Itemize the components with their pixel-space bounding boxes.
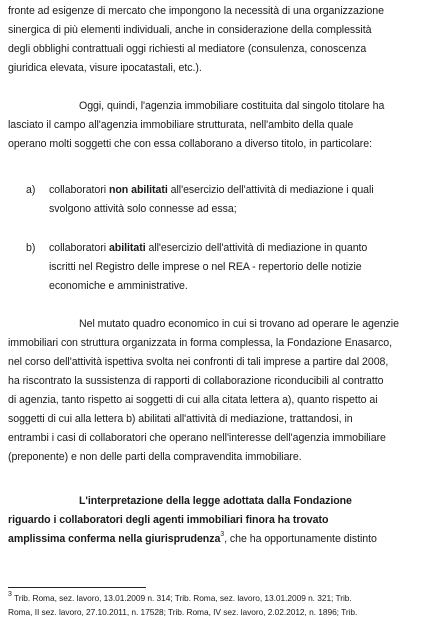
- list-text: all'esercizio dell'attività di mediazione i quali: [167, 184, 374, 196]
- list-text: collaboratori: [49, 242, 109, 254]
- paragraph-line: Nel mutato quadro economico in cui si trovano ad operare le agenzie: [79, 318, 399, 330]
- list-item-line: [49, 242, 367, 255]
- bold-text: riguardo i collaboratori degli agenti immobiliari finora ha trovato: [8, 514, 329, 526]
- list-item-line: svolgono attività solo connesse ad essa;: [49, 203, 237, 215]
- paragraph-line: lasciato il campo all'agenzia immobiliare strutturata, nell'ambito della quale: [8, 119, 354, 131]
- footnote-line: Roma, II sez. lavoro, 27.10.2011, n. 17528; Trib. Roma, IV sez. lavoro, 2.02.2012, n. 1896; Trib.: [8, 607, 358, 617]
- list-item-line: iscritti nel Registro delle imprese o nel REA - repertorio delle notizie: [49, 261, 362, 273]
- bold-text: amplissima conferma nella giurisprudenza: [8, 533, 221, 545]
- footnote-text: Trib. Roma, sez. lavoro, 13.01.2009 n. 314; Trib. Roma, sez. lavoro, 13.01.2009 n. 321; Trib.: [13, 593, 352, 603]
- bold-text: L'interpretazione della legge adottata dalla Fondazione: [79, 495, 352, 507]
- footnote-divider: [8, 587, 146, 588]
- list-marker: b): [26, 242, 36, 254]
- paragraph-line: ha riscontrato la sussistenza di rapporti di collaborazione riconducibili al contratto: [8, 375, 384, 387]
- paragraph-text: , che ha opportunamente distinto: [224, 533, 377, 545]
- list-text: all'esercizio dell'attività di mediazione in quanto: [145, 242, 368, 254]
- list-item-line: [49, 184, 374, 197]
- paragraph-line: entrambi i casi di collaboratori che operano nell'interesse dell'agenzia immobiliare: [8, 432, 386, 444]
- paragraph-line: sinergica di più elementi individuali, anche in considerazione della complessità: [8, 24, 372, 36]
- footnote-marker: 3: [8, 591, 12, 599]
- list-item-line: economiche e amministrative.: [49, 280, 188, 292]
- footnote-reference[interactable]: 3: [220, 531, 225, 539]
- footnote-line: [8, 593, 352, 603]
- paragraph-line: [8, 514, 328, 527]
- paragraph-line: operano molti soggetti che con essa collaborano a diverso titolo, in particolare:: [8, 138, 373, 150]
- list-text: collaboratori: [49, 184, 109, 196]
- bold-term: abilitati: [108, 242, 146, 254]
- paragraph-line: soggetti di cui alla lettera b) abilitati all'attività di mediazione, trattandosi, in: [8, 413, 353, 425]
- paragraph-line: [8, 533, 377, 546]
- bold-term: non abilitati: [108, 184, 168, 196]
- paragraph-line: degli obblighi contrattuali oggi richiesti al mediatore (consulenza, conoscenza: [8, 43, 367, 55]
- paragraph-line: nel corso dell'attività ispettiva svolta nei confronti di tali imprese a partire dal 2008,: [8, 356, 389, 368]
- paragraph-line: fronte ad esigenze di mercato che impongono la necessità di una organizzazione: [8, 5, 384, 17]
- paragraph-line: immobiliari con struttura organizzata in forma complessa, la Fondazione Enasarco,: [8, 337, 392, 349]
- paragraph-line: giuridica elevata, visure ipocatastali, etc.).: [8, 62, 202, 74]
- paragraph-line: (preponente) e non delle parti della compravendita immobiliare.: [8, 451, 302, 463]
- paragraph-line: [79, 495, 352, 508]
- list-marker: a): [26, 184, 36, 196]
- paragraph-line: Oggi, quindi, l'agenzia immobiliare costituita dal singolo titolare ha: [79, 100, 385, 112]
- paragraph-line: di agenzia, tanto rispetto ai soggetti di cui alla citata lettera a), quanto rispetto ai: [8, 394, 378, 406]
